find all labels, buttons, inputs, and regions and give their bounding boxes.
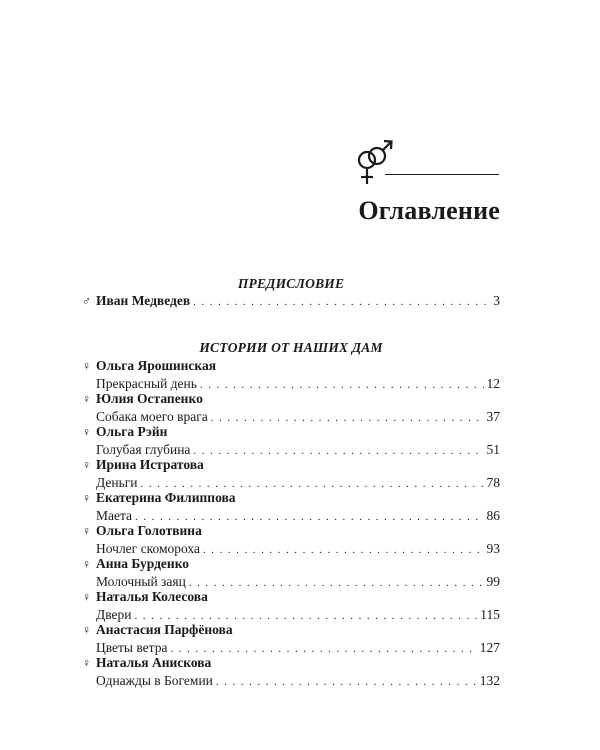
toc-entry[interactable] (96, 672, 500, 690)
page-number: 99 (486, 574, 500, 589)
emblem-rule (385, 174, 499, 175)
story-title: Ночлег скомороха (96, 541, 200, 556)
author-line (82, 588, 500, 606)
page-number: 115 (480, 607, 500, 622)
author-name: Ольга Ярошинская (96, 358, 217, 373)
page-number: 127 (479, 640, 500, 655)
dot-leader (216, 673, 477, 691)
page-number: 93 (486, 541, 500, 556)
page-number: 86 (486, 508, 500, 523)
author-name: Юлия Остапенко (96, 391, 203, 406)
author-name: Ольга Рэйн (96, 424, 168, 439)
female-symbol-icon: ♀ (82, 458, 91, 472)
female-symbol-icon: ♀ (82, 557, 91, 571)
toc-entry[interactable] (82, 292, 500, 310)
author-name: Ирина Истратова (96, 457, 204, 472)
page-number: 3 (493, 293, 500, 308)
story-title: Деньги (96, 475, 138, 490)
author-name: Анастасия Парфёнова (96, 622, 233, 637)
author-line (82, 390, 500, 408)
author-line (82, 522, 500, 540)
author-name: Анна Бурденко (96, 556, 190, 571)
author-name: Иван Медведев (96, 293, 191, 308)
author-line (82, 423, 500, 441)
author-name: Наталья Анискова (96, 655, 212, 670)
section-heading-stories: ИСТОРИИ ОТ НАШИХ ДАМ (199, 340, 383, 355)
author-name: Екатерина Филиппова (96, 490, 236, 505)
male-symbol-icon: ♂ (82, 294, 91, 308)
author-line (82, 489, 500, 507)
page-number: 78 (486, 475, 500, 490)
story-title: Прекрасный день (96, 376, 197, 391)
story-title: Голубая глубина (96, 442, 191, 457)
female-symbol-icon: ♀ (82, 656, 91, 670)
story-title: Маета (96, 508, 133, 523)
page-number: 12 (486, 376, 500, 391)
section-heading-preface: ПРЕДИСЛОВИЕ (237, 276, 345, 291)
female-symbol-icon: ♀ (82, 425, 91, 439)
author-line (82, 555, 500, 573)
dot-leader (193, 293, 490, 311)
story-title: Собака моего врага (96, 409, 208, 424)
page-number: 132 (479, 673, 500, 688)
author-line (82, 357, 500, 375)
female-symbol-icon: ♀ (82, 392, 91, 406)
female-symbol-icon: ♀ (82, 359, 91, 373)
author-line (82, 621, 500, 639)
male-female-emblem-icon (353, 132, 397, 188)
story-title: Двери (96, 607, 132, 622)
page-title: Оглавление (358, 196, 500, 225)
story-title: Цветы ветра (96, 640, 168, 655)
female-symbol-icon: ♀ (82, 590, 91, 604)
author-line (82, 456, 500, 474)
author-name: Наталья Колесова (96, 589, 208, 604)
female-symbol-icon: ♀ (82, 623, 91, 637)
author-name: Ольга Голотвина (96, 523, 202, 538)
story-title: Однажды в Богемии (96, 673, 213, 688)
page-number: 37 (486, 409, 500, 424)
page-number: 51 (486, 442, 500, 457)
female-symbol-icon: ♀ (82, 491, 91, 505)
author-line (82, 654, 500, 672)
story-title: Молочный заяц (96, 574, 186, 589)
female-symbol-icon: ♀ (82, 524, 91, 538)
